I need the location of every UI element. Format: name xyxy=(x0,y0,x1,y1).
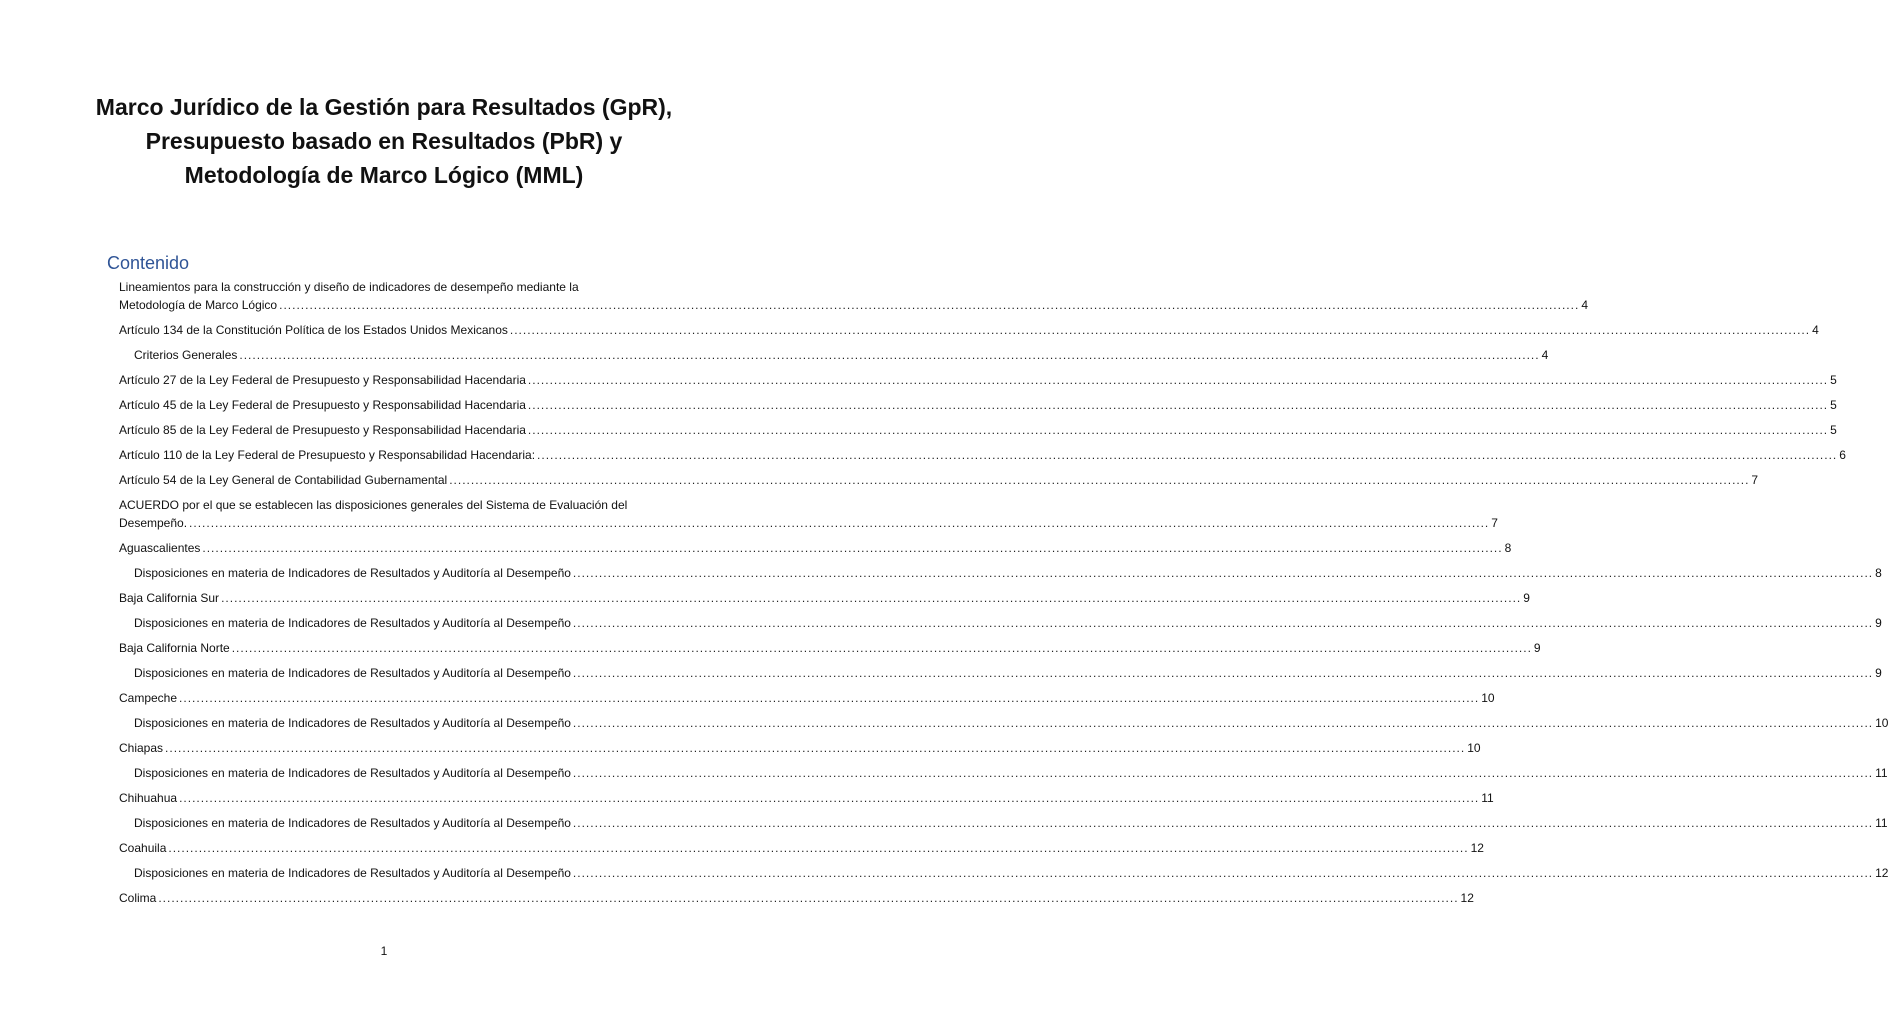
toc-entry-label: Coahuila xyxy=(119,841,167,855)
title-line-1: Marco Jurídico de la Gestión para Resultados (GpR), xyxy=(95,94,673,120)
toc-entry-label: Colima xyxy=(119,891,157,905)
toc-subentry[interactable] xyxy=(119,814,1888,832)
toc-page-number: 11 xyxy=(1481,791,1494,805)
toc-subentry[interactable] xyxy=(119,714,1888,732)
toc-entry[interactable] xyxy=(119,689,1495,707)
toc-entry-label: Disposiciones en materia de Indicadores de Resultados y Auditoría al Desempeño xyxy=(134,766,571,780)
toc-entry-label: Desempeño. xyxy=(119,516,188,530)
toc-entry[interactable] xyxy=(119,496,1498,532)
toc-entry-label: Baja California Norte xyxy=(119,641,230,655)
toc-page-number: 9 xyxy=(1875,616,1882,630)
toc-entry-label: Chiapas xyxy=(119,741,164,755)
toc-entry[interactable] xyxy=(119,396,1837,414)
title-line-3: Metodología de Marco Lógico (MML) xyxy=(184,162,584,188)
toc-entry-label: Aguascalientes xyxy=(119,541,201,555)
dot-leader: ............................................................................................................................................................................................................................................................................................................ xyxy=(189,516,1490,530)
dot-leader: ............................................................................................................................................................................................................................................................................................................ xyxy=(179,691,1480,705)
toc-page-number: 5 xyxy=(1830,423,1837,437)
toc-page-number: 4 xyxy=(1581,298,1588,312)
toc-entry-label: Campeche xyxy=(119,691,178,705)
toc-page-number: 4 xyxy=(1812,323,1819,337)
dot-leader: ............................................................................................................................................................................................................................................................................................................ xyxy=(279,298,1580,312)
toc-entry[interactable] xyxy=(119,446,1846,464)
toc-entry-label: Disposiciones en materia de Indicadores de Resultados y Auditoría al Desempeño xyxy=(134,816,571,830)
toc-entry[interactable] xyxy=(119,371,1837,389)
toc-entry[interactable] xyxy=(119,739,1481,757)
toc-subentry[interactable] xyxy=(119,664,1882,682)
toc-entry-label-line1: ACUERDO por el que se establecen las disposiciones generales del Sistema de Evaluación del xyxy=(119,498,628,512)
toc-entry-label-line1: Lineamientos para la construcción y diseño de indicadores de desempeño mediante la xyxy=(119,280,579,294)
toc-entry-label: Criterios Generales xyxy=(134,348,238,362)
toc-page-number: 9 xyxy=(1523,591,1530,605)
toc-page-number: 10 xyxy=(1481,691,1495,705)
toc-heading: Contenido xyxy=(107,253,190,273)
toc-page-number: 8 xyxy=(1504,541,1512,555)
dot-leader: ............................................................................................................................................................................................................................................................................................................ xyxy=(231,641,1532,655)
dot-leader: ............................................................................................................................................................................................................................................................................................................ xyxy=(572,566,1874,580)
dot-leader: ............................................................................................................................................................................................................................................................................................................ xyxy=(527,398,1829,412)
toc-entry-label: Artículo 54 de la Ley General de Contabilidad Gubernamental xyxy=(119,473,448,487)
toc-entry[interactable] xyxy=(119,421,1837,439)
toc-subentry[interactable] xyxy=(119,864,1888,882)
toc-entry[interactable] xyxy=(119,789,1494,807)
toc-page-number: 11 xyxy=(1875,816,1888,830)
dot-leader: ............................................................................................................................................................................................................................................................................................................ xyxy=(527,423,1829,437)
dot-leader: ............................................................................................................................................................................................................................................................................................................ xyxy=(572,616,1874,630)
toc-entry[interactable] xyxy=(119,889,1474,907)
toc-page-number: 10 xyxy=(1875,716,1888,730)
dot-leader: ............................................................................................................................................................................................................................................................................................................ xyxy=(572,816,1874,830)
toc-entry-label: Metodología de Marco Lógico xyxy=(119,298,278,312)
toc-entry[interactable] xyxy=(119,539,1512,557)
dot-leader: ............................................................................................................................................................................................................................................................................................................ xyxy=(572,716,1874,730)
toc-subentry[interactable] xyxy=(119,346,1549,364)
toc-entry-label: Artículo 45 de la Ley Federal de Presupuesto y Responsabilidad Hacendaria xyxy=(119,398,526,412)
toc-entry-label: Disposiciones en materia de Indicadores de Resultados y Auditoría al Desempeño xyxy=(134,616,571,630)
toc-entry-label: Disposiciones en materia de Indicadores de Resultados y Auditoría al Desempeño xyxy=(134,866,571,880)
toc-page-number: 8 xyxy=(1875,566,1882,580)
toc-subentry[interactable] xyxy=(119,564,1882,582)
toc-entry[interactable] xyxy=(119,321,1819,339)
dot-leader: ............................................................................................................................................................................................................................................................................................................ xyxy=(239,348,1540,362)
toc-entry-label: Disposiciones en materia de Indicadores de Resultados y Auditoría al Desempeño xyxy=(134,716,571,730)
toc-entry-label: Artículo 85 de la Ley Federal de Presupuesto y Responsabilidad Hacendaria xyxy=(119,423,526,437)
toc-page-number: 9 xyxy=(1875,666,1882,680)
toc-page-number: 5 xyxy=(1830,398,1837,412)
dot-leader: ............................................................................................................................................................................................................................................................................................................ xyxy=(449,473,1750,487)
toc-subentry[interactable] xyxy=(119,614,1882,632)
dot-leader: ............................................................................................................................................................................................................................................................................................................ xyxy=(572,766,1874,780)
dot-leader: ............................................................................................................................................................................................................................................................................................................ xyxy=(165,741,1466,755)
toc-entry[interactable] xyxy=(119,589,1530,607)
toc-entry-label: Artículo 110 de la Ley Federal de Presupuesto y Responsabilidad Hacendaria: xyxy=(119,448,536,462)
toc-page-number: 10 xyxy=(1467,741,1481,755)
dot-leader: ............................................................................................................................................................................................................................................................................................................ xyxy=(221,591,1522,605)
toc-subentry[interactable] xyxy=(119,764,1888,782)
page-number: 1 xyxy=(380,944,388,958)
toc-entry-label: Chihuahua xyxy=(119,791,178,805)
dot-leader: ............................................................................................................................................................................................................................................................................................................ xyxy=(537,448,1838,462)
dot-leader: ............................................................................................................................................................................................................................................................................................................ xyxy=(509,323,1811,337)
dot-leader: ............................................................................................................................................................................................................................................................................................................ xyxy=(158,891,1459,905)
dot-leader: ............................................................................................................................................................................................................................................................................................................ xyxy=(527,373,1829,387)
toc-entry[interactable] xyxy=(119,839,1484,857)
toc-entry[interactable] xyxy=(119,471,1759,489)
toc-page-number: 11 xyxy=(1875,766,1888,780)
dot-leader: ............................................................................................................................................................................................................................................................................................................ xyxy=(202,541,1503,555)
toc-entry-label: Baja California Sur xyxy=(119,591,220,605)
dot-leader: ............................................................................................................................................................................................................................................................................................................ xyxy=(168,841,1469,855)
toc-page-number: 4 xyxy=(1541,348,1549,362)
toc-page-number: 5 xyxy=(1830,373,1837,387)
title-line-2: Presupuesto basado en Resultados (PbR) y xyxy=(145,128,623,154)
toc-entry-label: Artículo 134 de la Constitución Política de los Estados Unidos Mexicanos xyxy=(119,323,508,337)
toc-entry-label: Disposiciones en materia de Indicadores de Resultados y Auditoría al Desempeño xyxy=(134,666,571,680)
table-of-contents xyxy=(119,278,1888,914)
dot-leader: ............................................................................................................................................................................................................................................................................................................ xyxy=(572,866,1874,880)
toc-page-number: 7 xyxy=(1751,473,1759,487)
toc-entry[interactable] xyxy=(119,278,1588,314)
toc-page-number: 12 xyxy=(1470,841,1484,855)
toc-page-number: 12 xyxy=(1875,866,1888,880)
toc-entry-label: Disposiciones en materia de Indicadores de Resultados y Auditoría al Desempeño xyxy=(134,566,571,580)
dot-leader: ............................................................................................................................................................................................................................................................................................................ xyxy=(572,666,1874,680)
document-title xyxy=(60,90,708,192)
dot-leader: ............................................................................................................................................................................................................................................................................................................ xyxy=(179,791,1480,805)
toc-entry-label: Artículo 27 de la Ley Federal de Presupuesto y Responsabilidad Hacendaria xyxy=(119,373,526,387)
toc-page-number: 7 xyxy=(1491,516,1498,530)
toc-page-number: 9 xyxy=(1533,641,1541,655)
toc-page-number: 6 xyxy=(1839,448,1846,462)
toc-page-number: 12 xyxy=(1460,891,1474,905)
toc-entry[interactable] xyxy=(119,639,1541,657)
